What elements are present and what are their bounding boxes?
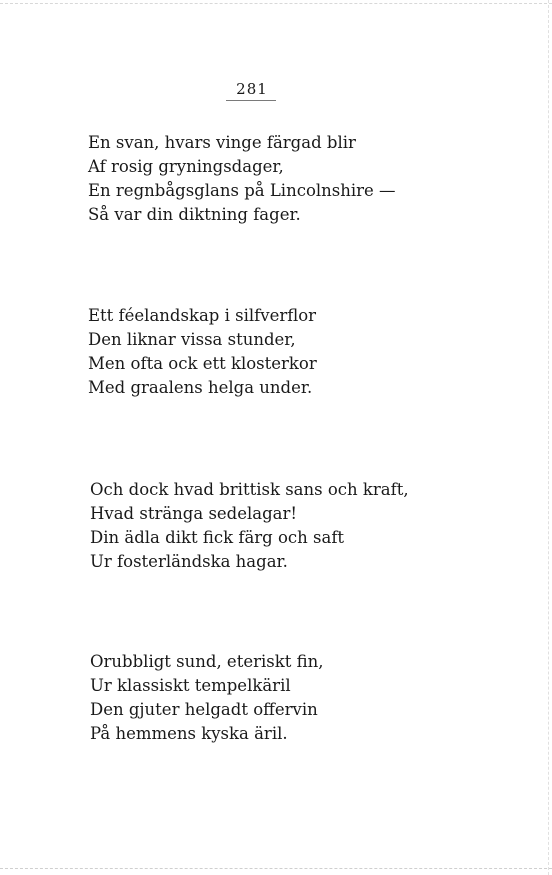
verse-line: Så var din diktning fager. xyxy=(88,205,301,224)
verse-line: En regnbågsglans på Lincolnshire — xyxy=(88,181,396,200)
stanza-4 xyxy=(90,650,323,746)
verse-line: Ur klassiskt tempelkäril xyxy=(90,676,291,695)
verse-line: Hvad stränga sedelagar! xyxy=(90,504,298,523)
stanza-3 xyxy=(90,478,409,574)
stanza-2 xyxy=(88,304,317,400)
verse-line: Med graalens helga under. xyxy=(88,378,313,397)
verse-line: Den liknar vissa stunder, xyxy=(88,330,296,349)
verse-line: Och dock hvad brittisk sans och kraft, xyxy=(90,480,409,499)
verse-line: På hemmens kyska äril. xyxy=(90,724,288,743)
verse-line: Ett féelandskap i silfverflor xyxy=(88,306,317,325)
stanza-1 xyxy=(88,131,396,227)
page-edge-right xyxy=(548,0,549,875)
page-edge-top xyxy=(0,3,552,4)
verse-line: Ur fosterländska hagar. xyxy=(90,552,288,571)
verse-line: Men ofta ock ett klosterkor xyxy=(88,354,317,373)
verse-line: Den gjuter helgadt offervin xyxy=(90,700,318,719)
verse-line: Af rosig gryningsdager, xyxy=(88,157,284,176)
verse-line: Orubbligt sund, eteriskt fin, xyxy=(90,652,324,671)
page-edge-bottom xyxy=(0,868,552,869)
verse-line: En svan, hvars vinge färgad blir xyxy=(88,133,356,152)
page-number: 281 xyxy=(236,80,268,98)
page-number-rule xyxy=(226,100,276,101)
verse-line: Din ädla dikt fick färg och saft xyxy=(90,528,345,547)
